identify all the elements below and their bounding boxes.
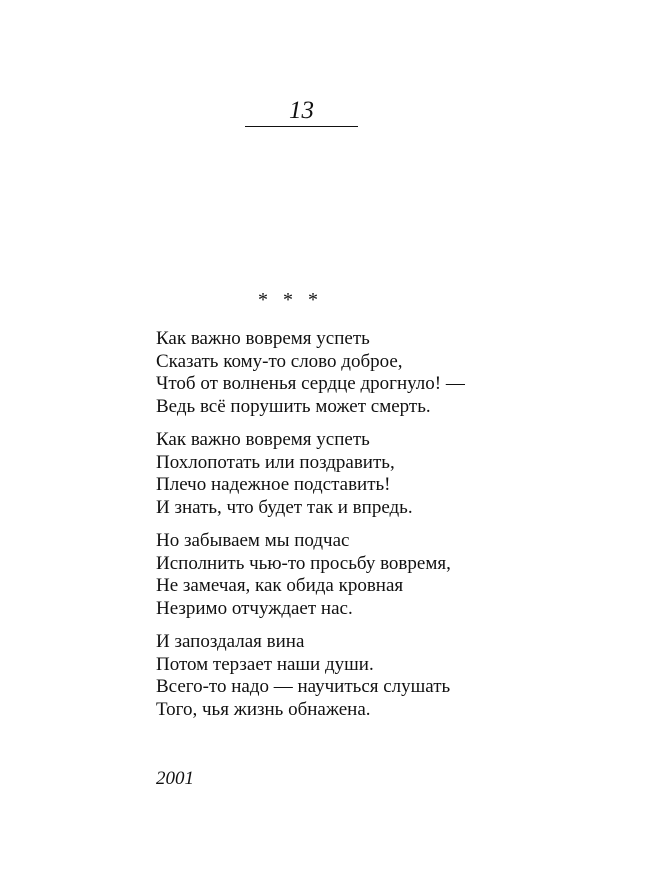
poem-line: Не замечая, как обида кровная	[156, 575, 404, 596]
poem-line: И запоздалая вина	[156, 631, 305, 652]
stanza-4	[156, 631, 576, 721]
stanza-2	[156, 429, 576, 519]
poem-line: Незримо отчуждает нас.	[156, 597, 353, 619]
stanza-3	[156, 530, 576, 620]
poem-line: Как важно вовремя успеть	[156, 429, 370, 450]
stanza-separator-asterisms: * * *	[258, 289, 318, 311]
poem-line: Как важно вовремя успеть	[156, 328, 370, 349]
poem-line: И знать, что будет так и впредь.	[156, 496, 413, 518]
poem-line: Чтоб от волненья сердце дрогнуло! —	[156, 373, 465, 394]
poem-line: Сказать кому-то слово доброе,	[156, 350, 403, 372]
poem-line: Ведь всё порушить может смерть.	[156, 395, 431, 417]
poem-line: Похлопотать или поздравить,	[156, 451, 395, 473]
poem-line: Исполнить чью-то просьбу вовремя,	[156, 552, 451, 574]
poem-line: Плечо надежное подставить!	[156, 474, 391, 495]
page-number: 13	[289, 97, 314, 124]
stanza-1	[156, 328, 576, 418]
poem-line: Потом терзает наши души.	[156, 653, 374, 675]
poem-line: Всего-то надо — научиться слушать	[156, 676, 451, 697]
poem	[156, 328, 576, 732]
page-number-rule	[245, 126, 358, 127]
poem-year: 2001	[156, 768, 194, 789]
poem-line: Того, чья жизнь обнажена.	[156, 698, 371, 720]
poem-line: Но забываем мы подчас	[156, 530, 350, 551]
